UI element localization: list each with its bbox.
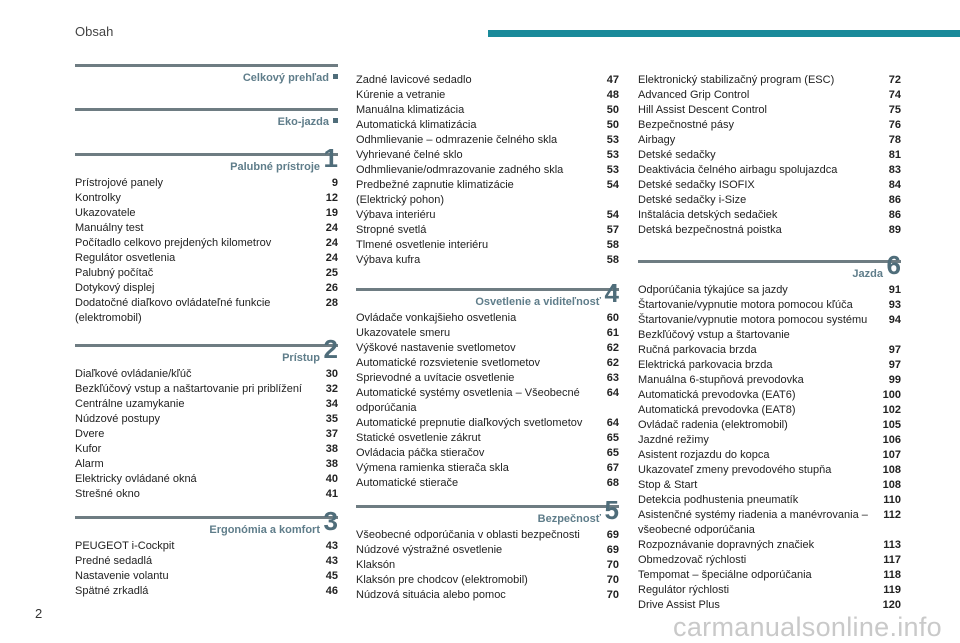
toc-entry-page: 67: [606, 462, 619, 474]
toc-entry-label: Automatická prevodovka (EAT6): [638, 389, 796, 401]
toc-entry-label: Rozpoznávanie dopravných značiek: [638, 539, 815, 551]
section-title[interactable]: Palubné prístroje: [230, 161, 320, 173]
toc-entry-label: Drive Assist Plus: [638, 599, 720, 611]
section-title[interactable]: Celkový prehľad: [242, 72, 329, 84]
toc-entry[interactable]: [356, 558, 619, 573]
toc-entry-label: Elektricky ovládané okná: [75, 473, 197, 485]
toc-entry-page: 75: [888, 104, 901, 116]
toc-entry-page: 100: [882, 389, 901, 401]
toc-entry[interactable]: [75, 367, 338, 382]
header-title: Obsah: [75, 24, 114, 39]
toc-entry[interactable]: [638, 313, 901, 343]
toc-entry-label: Hill Assist Descent Control: [638, 104, 767, 116]
toc-entry-page: 70: [606, 589, 619, 601]
toc-entry-page: 58: [606, 254, 619, 266]
toc-entry-label: Automatické stierače: [356, 477, 459, 489]
toc-entry-page: 86: [888, 194, 901, 206]
toc-entry[interactable]: [75, 251, 338, 266]
toc-entry[interactable]: [75, 397, 338, 412]
toc-entry-label: Odhmlievanie/odmrazovanie zadného skla: [356, 164, 564, 176]
page-number: 2: [35, 606, 43, 621]
toc-entry-page: 25: [325, 267, 338, 279]
toc-entry[interactable]: [638, 403, 901, 418]
toc-entry-label: Predné sedadlá: [75, 555, 153, 567]
section-number: 1: [323, 143, 338, 173]
toc-entry-label-continued: (elektromobil): [75, 312, 142, 324]
toc-entry[interactable]: [75, 206, 338, 221]
toc-entry[interactable]: [638, 463, 901, 478]
toc-entry-page: 46: [325, 585, 338, 597]
toc-entry[interactable]: [75, 442, 338, 457]
toc-entry-label: Kontrolky: [75, 192, 121, 204]
section-bezpecnost-cont: [638, 73, 901, 238]
toc-entry-label: PEUGEOT i-Cockpit: [75, 540, 175, 552]
section-header: [75, 143, 338, 176]
toc-entry-page: 58: [606, 239, 619, 251]
toc-entry-label: Manuálna klimatizácia: [356, 104, 465, 116]
toc-entry[interactable]: [638, 118, 901, 133]
toc-entry-page: 68: [606, 477, 619, 489]
toc-entry-page: 35: [325, 413, 338, 425]
toc-entry[interactable]: [356, 461, 619, 476]
toc-entry-label: Ručná parkovacia brzda: [638, 344, 757, 356]
toc-entry-page: 38: [325, 443, 338, 455]
toc-entry[interactable]: [356, 311, 619, 326]
toc-entry-page: 38: [325, 458, 338, 470]
toc-entry[interactable]: [638, 598, 901, 613]
toc-entry-page: 40: [325, 473, 338, 485]
toc-entry[interactable]: [638, 568, 901, 583]
toc-entry-label: Predbežné zapnutie klimatizácie: [356, 179, 514, 191]
section-number: 6: [886, 250, 901, 280]
toc-entry[interactable]: [638, 448, 901, 463]
toc-entry-label: Jazdné režimy: [638, 434, 709, 446]
toc-entry[interactable]: [356, 431, 619, 446]
toc-entry-page: 117: [883, 554, 901, 566]
toc-entry-page: 50: [606, 119, 619, 131]
toc-entry[interactable]: [356, 573, 619, 588]
section-header: [75, 64, 338, 87]
toc-entry-label: Núdzové výstražné osvetlenie: [356, 544, 503, 556]
toc-entry[interactable]: [638, 103, 901, 118]
toc-entry-label: Bezkľúčový vstup a naštartovanie pri priblížení: [75, 383, 302, 395]
toc-entry-page: 43: [325, 540, 338, 552]
toc-entry-page: 61: [606, 327, 619, 339]
toc-entry[interactable]: [638, 583, 901, 598]
toc-entry-page: 32: [325, 383, 338, 395]
toc-entry-page: 30: [325, 368, 338, 380]
toc-entry-page: 60: [606, 312, 619, 324]
toc-entry[interactable]: [356, 476, 619, 491]
toc-entry-page: 50: [606, 104, 619, 116]
toc-entry[interactable]: [638, 298, 901, 313]
toc-entry-page: 64: [606, 417, 619, 429]
toc-entry-page: 53: [606, 134, 619, 146]
toc-entry-label: Všeobecné odporúčania v oblasti bezpečnosti: [356, 529, 580, 541]
toc-entry[interactable]: [75, 554, 338, 569]
toc-entry-label: Manuálny test: [75, 222, 144, 234]
toc-entry-label: Alarm: [75, 458, 104, 470]
toc-entry-page: 83: [888, 164, 901, 176]
toc-entry-page: 57: [606, 224, 619, 236]
toc-entry-page: 48: [606, 89, 619, 101]
toc-entry[interactable]: [356, 73, 619, 88]
toc-entry[interactable]: [356, 356, 619, 371]
toc-entry[interactable]: [356, 253, 619, 268]
toc-entry[interactable]: [356, 163, 619, 178]
section-number: 2: [323, 334, 338, 364]
section-title[interactable]: Eko-jazda: [277, 116, 329, 128]
toc-entry-label: Kufor: [75, 443, 102, 455]
toc-entry-label: Odhmlievanie – odmrazenie čelného skla: [356, 134, 558, 146]
toc-entry-page: 34: [325, 398, 338, 410]
toc-entry-label: Dotykový displej: [75, 282, 155, 294]
toc-entry[interactable]: [638, 283, 901, 298]
toc-entry-page: 86: [888, 209, 901, 221]
toc-entry-page: 69: [606, 544, 619, 556]
toc-entry-label: Detská bezpečnostná poistka: [638, 224, 782, 236]
section-number: 5: [604, 495, 619, 525]
toc-entry-page: 108: [882, 479, 901, 491]
toc-entry-label: Dodatočné diaľkovo ovládateľné funkcie: [75, 297, 271, 309]
toc-entry-page: 69: [606, 529, 619, 541]
toc-entry[interactable]: [356, 118, 619, 133]
toc-entry-label: Tempomat – špeciálne odporúčania: [638, 569, 812, 581]
toc-entry-page: 43: [325, 555, 338, 567]
section-header: [75, 506, 338, 539]
toc-entry-label: Advanced Grip Control: [638, 89, 750, 101]
toc-entry-page: 113: [883, 539, 901, 551]
toc-entry[interactable]: [638, 508, 901, 538]
toc-entry-label: Nastavenie volantu: [75, 570, 169, 582]
toc-entry-label: Diaľkové ovládanie/kľúč: [75, 368, 192, 380]
section-header: [356, 495, 619, 528]
toc-entry[interactable]: [75, 281, 338, 296]
toc-entry-page: 54: [606, 179, 619, 191]
toc-entry-label: Klaksón pre chodcov (elektromobil): [356, 574, 528, 586]
toc-entry-label: Odporúčania týkajúce sa jazdy: [638, 284, 788, 296]
toc-entry-page: 24: [325, 222, 338, 234]
toc-entry[interactable]: [638, 133, 901, 148]
section-title[interactable]: Jazda: [852, 268, 883, 280]
toc-entry[interactable]: [75, 427, 338, 442]
toc-entry-page: 110: [883, 494, 901, 506]
toc-entry-page: 106: [882, 434, 901, 446]
toc-entry-label: Centrálne uzamykanie: [75, 398, 185, 410]
toc-entry-label: Zadné lavicové sedadlo: [356, 74, 472, 86]
toc-entry-label: Manuálna 6-stupňová prevodovka: [638, 374, 804, 386]
toc-entry[interactable]: [356, 133, 619, 148]
toc-entry-page: 65: [606, 432, 619, 444]
toc-entry-page: 45: [325, 570, 338, 582]
section-palubne-pristroje: [75, 143, 338, 326]
toc-entry-page: 24: [325, 237, 338, 249]
toc-entry-label-continued: odporúčania: [356, 402, 417, 414]
toc-entry[interactable]: [356, 88, 619, 103]
toc-entry-page: 120: [882, 599, 901, 611]
toc-entry[interactable]: [638, 148, 901, 163]
toc-entry[interactable]: [638, 553, 901, 568]
toc-entry[interactable]: [638, 163, 901, 178]
toc-entry[interactable]: [638, 358, 901, 373]
toc-entry[interactable]: [356, 326, 619, 341]
toc-entry-label: Tlmené osvetlenie interiéru: [356, 239, 489, 251]
section-number: 4: [604, 278, 619, 308]
toc-entry-page: 105: [882, 419, 901, 431]
toc-entry-label: Vyhrievané čelné sklo: [356, 149, 463, 161]
toc-entry-label: Automatická klimatizácia: [356, 119, 477, 131]
toc-entry-page: 47: [606, 74, 619, 86]
toc-entry-page: 89: [888, 224, 901, 236]
toc-entry[interactable]: [638, 193, 901, 208]
toc-entry[interactable]: [638, 538, 901, 553]
toc-entry-label: Automatické systémy osvetlenia – Všeobecné: [356, 387, 580, 399]
toc-entry[interactable]: [75, 236, 338, 251]
toc-entry-page: 81: [888, 149, 901, 161]
toc-entry[interactable]: [356, 148, 619, 163]
toc-entry[interactable]: [356, 178, 619, 208]
toc-entry[interactable]: [356, 341, 619, 356]
toc-entry-page: 63: [606, 372, 619, 384]
section-osvetlenie: [356, 278, 619, 491]
toc-entry[interactable]: [638, 373, 901, 388]
toc-entry-page: 93: [888, 299, 901, 311]
toc-entry-page: 72: [888, 74, 901, 86]
toc-entry-label: Strešné okno: [75, 488, 140, 500]
toc-entry-page: 62: [606, 342, 619, 354]
toc-entry-page: 97: [888, 344, 901, 356]
toc-entry-label: Dvere: [75, 428, 105, 440]
toc-entry-label: Asistenčné systémy riadenia a manévrovania –: [638, 509, 868, 521]
toc-entry-page: 24: [325, 252, 338, 264]
section-header: [638, 250, 901, 283]
toc-entry[interactable]: [75, 412, 338, 427]
toc-entry-page: 64: [606, 387, 619, 399]
toc-entry[interactable]: [75, 584, 338, 599]
section-title[interactable]: Prístup: [282, 352, 320, 364]
toc-entry-page: 53: [606, 164, 619, 176]
toc-entry-label: Výbava kufra: [356, 254, 421, 266]
toc-entry-label: Airbagy: [638, 134, 676, 146]
toc-entry-label: Núdzová situácia alebo pomoc: [356, 589, 506, 601]
toc-entry[interactable]: [638, 478, 901, 493]
toc-entry[interactable]: [75, 191, 338, 206]
toc-entry-page: 74: [888, 89, 901, 101]
toc-entry[interactable]: [638, 418, 901, 433]
toc-entry-label: Detské sedačky i-Size: [638, 194, 747, 206]
toc-entry-page: 108: [882, 464, 901, 476]
toc-entry-label: Ovládače vonkajšieho osvetlenia: [356, 312, 517, 324]
toc-entry-label: Ovládacia páčka stieračov: [356, 447, 485, 459]
section-bezpecnost: [356, 495, 619, 603]
toc-entry-label: Výškové nastavenie svetlometov: [356, 342, 516, 354]
toc-entry-label: Núdzové postupy: [75, 413, 160, 425]
toc-entry[interactable]: [638, 178, 901, 193]
section-header: [356, 278, 619, 311]
watermark: carmanualsonline.info: [673, 612, 942, 642]
toc-entry[interactable]: [356, 588, 619, 603]
toc-entry-page: 84: [888, 179, 901, 191]
toc-entry[interactable]: [75, 569, 338, 584]
toc-entry[interactable]: [638, 388, 901, 403]
section-header: [75, 108, 338, 131]
section-number: 3: [323, 506, 338, 536]
toc-entry[interactable]: [75, 176, 338, 191]
toc-entry-label: Stop & Start: [638, 479, 698, 491]
toc-entry-label: Bezpečnostné pásy: [638, 119, 735, 131]
toc-entry-label: Regulátor rýchlosti: [638, 584, 730, 596]
toc-entry[interactable]: [356, 528, 619, 543]
toc-entry-label: Ovládač radenia (elektromobil): [638, 419, 788, 431]
section-celkovy: [75, 64, 338, 87]
toc-entry-page: 65: [606, 447, 619, 459]
section-pristup: [75, 334, 338, 502]
toc-entry-page: 76: [888, 119, 901, 131]
toc-entry-page: 9: [331, 177, 338, 189]
toc-entry-label: Štartovanie/vypnutie motora pomocou systému: [638, 314, 868, 326]
toc-entry[interactable]: [356, 371, 619, 386]
toc-entry[interactable]: [356, 223, 619, 238]
toc-entry-label: Spätné zrkadlá: [75, 585, 149, 597]
section-ergonomia: [75, 506, 338, 599]
section-title[interactable]: Ergonómia a komfort: [209, 524, 320, 536]
toc-entry-label: Asistent rozjazdu do kopca: [638, 449, 770, 461]
toc-entry-page: 78: [888, 134, 901, 146]
toc-entry-label: Automatické rozsvietenie svetlometov: [356, 357, 541, 369]
toc-entry-page: 53: [606, 149, 619, 161]
toc-entry-page: 28: [325, 297, 338, 309]
toc-entry-label: Statické osvetlenie zákrut: [356, 432, 481, 444]
toc-entry-label: Detské sedačky ISOFIX: [638, 179, 755, 191]
toc-entry-page: 54: [606, 209, 619, 221]
toc-entry[interactable]: [638, 223, 901, 238]
toc-entry-label: Ukazovatele smeru: [356, 327, 451, 339]
toc-entry-page: 62: [606, 357, 619, 369]
toc-entry-label: Štartovanie/vypnutie motora pomocou kľúča: [638, 299, 853, 311]
toc-entry[interactable]: [638, 493, 901, 508]
square-bullet-icon: [333, 118, 338, 123]
toc-entry-page: 70: [606, 559, 619, 571]
toc-entry-page: 118: [883, 569, 901, 581]
square-bullet-icon: [333, 74, 338, 79]
toc-entry[interactable]: [356, 103, 619, 118]
toc-entry[interactable]: [638, 343, 901, 358]
toc-entry[interactable]: [75, 296, 338, 326]
section-header: [75, 334, 338, 367]
toc-entry-page: 19: [325, 207, 338, 219]
section-jazda: [638, 250, 901, 613]
toc-entry-page: 41: [325, 488, 338, 500]
toc-entry[interactable]: [75, 221, 338, 236]
section-title[interactable]: Osvetlenie a viditeľnosť: [475, 296, 601, 308]
toc-entry-label: Výbava interiéru: [356, 209, 436, 221]
toc-entry-label: Inštalácia detských sedačiek: [638, 209, 778, 221]
toc-entry-label: Sprievodné a uvítacie osvetlenie: [356, 372, 515, 384]
toc-entry-page: 97: [888, 359, 901, 371]
toc-entry-label: Kúrenie a vetranie: [356, 89, 446, 101]
toc-entry-label: Deaktivácia čelného airbagu spolujazdca: [638, 164, 838, 176]
toc-entry-label: Detské sedačky: [638, 149, 716, 161]
toc-entry-page: 102: [882, 404, 901, 416]
toc-entry-label: Klaksón: [356, 559, 396, 571]
toc-entry[interactable]: [356, 543, 619, 558]
toc-entry-label: Automatická prevodovka (EAT8): [638, 404, 796, 416]
toc-entry[interactable]: [75, 487, 338, 502]
toc-entry-label: Elektronický stabilizačný program (ESC): [638, 74, 835, 86]
toc-entry[interactable]: [356, 208, 619, 223]
toc-entry-page: 70: [606, 574, 619, 586]
toc-entry-label: Prístrojové panely: [75, 177, 164, 189]
toc-entry-label: Ukazovatele: [75, 207, 136, 219]
section-title[interactable]: Bezpečnosť: [537, 513, 601, 525]
section-ergonomia-cont: [356, 73, 619, 268]
toc-entry[interactable]: [75, 457, 338, 472]
toc-entry[interactable]: [75, 382, 338, 397]
toc-entry-label: Stropné svetlá: [356, 224, 427, 236]
toc-entry[interactable]: [75, 266, 338, 281]
toc-entry-label: Palubný počítač: [75, 267, 154, 279]
toc-entry[interactable]: [638, 88, 901, 103]
toc-entry[interactable]: [356, 416, 619, 431]
toc-entry[interactable]: [356, 446, 619, 461]
toc-entry-page: 94: [888, 314, 901, 326]
toc-entry-label: Výmena ramienka stierača skla: [356, 462, 509, 474]
toc-entry-page: 12: [325, 192, 338, 204]
toc-entry[interactable]: [356, 386, 619, 416]
toc-entry[interactable]: [638, 433, 901, 448]
toc-entry-label: Obmedzovač rýchlosti: [638, 554, 747, 566]
toc-entry-label-continued: všeobecné odporúčania: [638, 524, 755, 536]
toc-entry[interactable]: [356, 238, 619, 253]
toc-entry-page: 112: [883, 509, 901, 521]
toc-entry-page: 107: [882, 449, 901, 461]
toc-entry[interactable]: [75, 472, 338, 487]
toc-entry-page: 99: [888, 374, 901, 386]
toc-entry-page: 91: [888, 284, 901, 296]
toc-entry[interactable]: [638, 73, 901, 88]
toc-entry[interactable]: [638, 208, 901, 223]
toc-entry-label: Počítadlo celkovo prejdených kilometrov: [75, 237, 272, 249]
toc-entry-page: 37: [325, 428, 338, 440]
toc-entry-label-continued: (Elektrický pohon): [356, 194, 445, 206]
toc-entry-label: Detekcia podhustenia pneumatík: [638, 494, 799, 506]
toc-entry[interactable]: [75, 539, 338, 554]
section-eko: [75, 108, 338, 131]
toc-entry-page: 119: [883, 584, 901, 596]
toc-entry-label-continued: Bezkľúčový vstup a štartovanie: [638, 329, 790, 341]
header-accent-bar: [488, 30, 960, 37]
toc-entry-page: 26: [325, 282, 338, 294]
toc-entry-label: Ukazovateľ zmeny prevodového stupňa: [638, 464, 832, 476]
toc-entry-label: Elektrická parkovacia brzda: [638, 359, 773, 371]
toc-entry-label: Regulátor osvetlenia: [75, 252, 176, 264]
toc-entry-label: Automatické prepnutie diaľkových svetlometov: [356, 417, 583, 429]
